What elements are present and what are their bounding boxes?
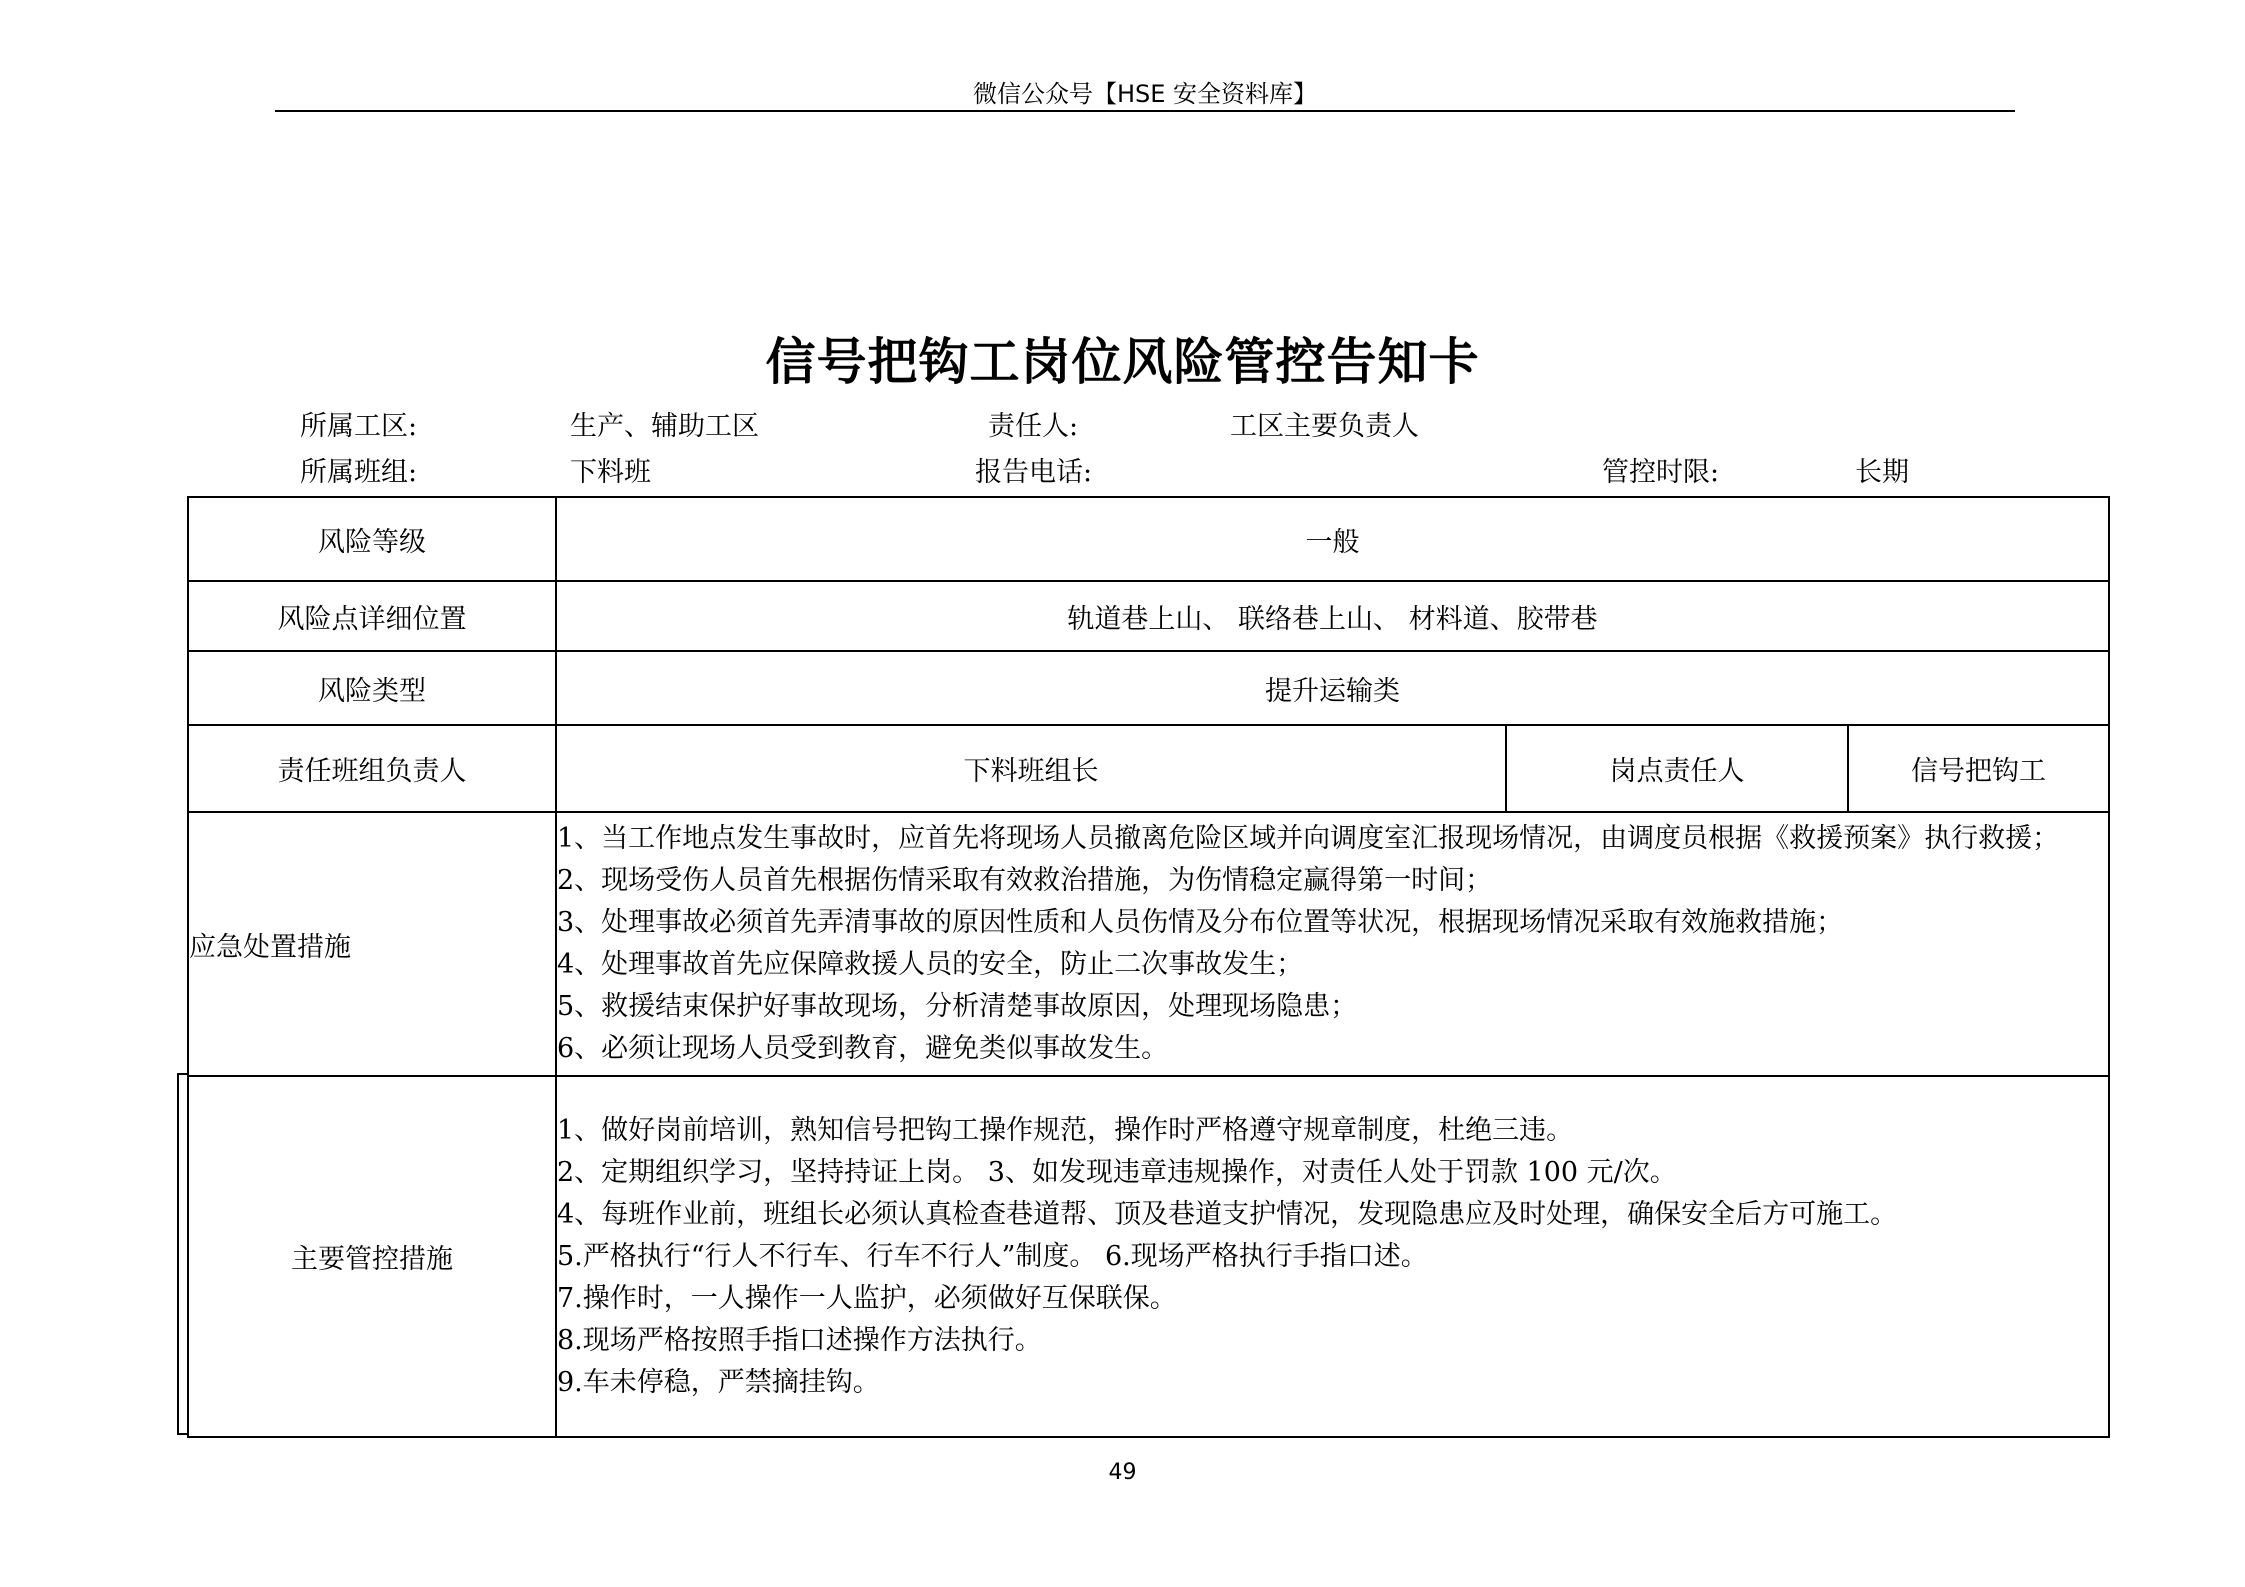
- risk-level-value: 一般: [556, 497, 2109, 581]
- period-label: 管控时限:: [1602, 457, 1720, 488]
- team-leader-label: 责任班组负责人: [188, 725, 556, 812]
- table-left-offset-top: [177, 1073, 189, 1075]
- control-item: 7.操作时，一人操作一人监护，必须做好互保联保。: [557, 1282, 1177, 1314]
- period-value: 长期: [1855, 457, 1909, 488]
- phone-label: 报告电话:: [975, 457, 1093, 488]
- location-label: 风险点详细位置: [188, 581, 556, 651]
- risk-level-row: [188, 497, 2109, 581]
- responsible-label: 责任人:: [988, 411, 1079, 442]
- control-item: 2、定期组织学习，坚持持证上岗。 3、如发现违章违规操作，对责任人处于罚款 100 元/次。: [557, 1156, 1677, 1188]
- team-label: 所属班组:: [300, 457, 418, 488]
- control-measures: [556, 1076, 2109, 1437]
- control-item: 4、每班作业前，班组长必须认真检查巷道帮、顶及巷道支护情况，发现隐患应及时处理，确保安全后方可施工。: [557, 1198, 1898, 1230]
- responsibility-row: [188, 725, 2109, 812]
- control-label: 主要管控措施: [188, 1076, 556, 1437]
- emergency-item: 4、处理事故首先应保障救援人员的安全，防止二次事故发生；: [557, 949, 1304, 980]
- risk-type-value: 提升运输类: [556, 651, 2109, 725]
- risk-level-label: 风险等级: [188, 497, 556, 581]
- team-leader-value: 下料班组长: [556, 725, 1506, 812]
- control-item: 1、做好岗前培训，熟知信号把钩工操作规范，操作时严格遵守规章制度，杜绝三违。: [557, 1114, 1574, 1146]
- header-text: 微信公众号【HSE 安全资料库】: [972, 80, 1318, 108]
- control-item: 9.车未停稳，严禁摘挂钩。: [557, 1366, 880, 1398]
- table-left-offset-border: [177, 1073, 179, 1434]
- control-row: [188, 1076, 2109, 1437]
- page-title: 信号把钩工岗位风险管控告知卡: [765, 332, 1480, 391]
- work-area-value: 生产、辅助工区: [570, 411, 759, 442]
- responsible-value: 工区主要负责人: [1230, 411, 1419, 442]
- team-value: 下料班: [570, 457, 651, 488]
- table-left-offset-bottom: [177, 1433, 189, 1435]
- page-number: 49: [1108, 1460, 1137, 1485]
- control-item: 8.现场严格按照手指口述操作方法执行。: [557, 1324, 1042, 1356]
- control-item: 5.严格执行“行人不行车、行车不行人”制度。 6.现场严格执行手指口述。: [557, 1240, 1428, 1272]
- location-value: 轨道巷上山、 联络巷上山、 材料道、胶带巷: [556, 581, 2109, 651]
- emergency-item: 5、救援结束保护好事故现场，分析清楚事故原因，处理现场隐患；: [557, 991, 1358, 1022]
- post-responsible-label: 岗点责任人: [1506, 725, 1848, 812]
- work-area-label: 所属工区:: [300, 411, 418, 442]
- emergency-item: 6、必须让现场人员受到教育，避免类似事故发生。: [557, 1033, 1169, 1064]
- risk-card-table: [187, 496, 2110, 1438]
- emergency-item: 3、处理事故必须首先弄清事故的原因性质和人员伤情及分布位置等状况，根据现场情况采取有效施救措施；: [557, 907, 1844, 938]
- emergency-item: 2、现场受伤人员首先根据伤情采取有效救治措施，为伤情稳定赢得第一时间；: [557, 865, 1493, 896]
- emergency-row: [188, 812, 2109, 1076]
- emergency-item: 1、当工作地点发生事故时，应首先将现场人员撤离危险区域并向调度室汇报现场情况，由调度员根据《救援预案》执行救援；: [557, 823, 2060, 854]
- header-divider: [275, 110, 2015, 112]
- risk-type-row: [188, 651, 2109, 725]
- risk-type-label: 风险类型: [188, 651, 556, 725]
- emergency-measures: [556, 812, 2109, 1076]
- post-responsible-value: 信号把钩工: [1848, 725, 2109, 812]
- location-row: [188, 581, 2109, 651]
- emergency-label: 应急处置措施: [188, 812, 556, 1076]
